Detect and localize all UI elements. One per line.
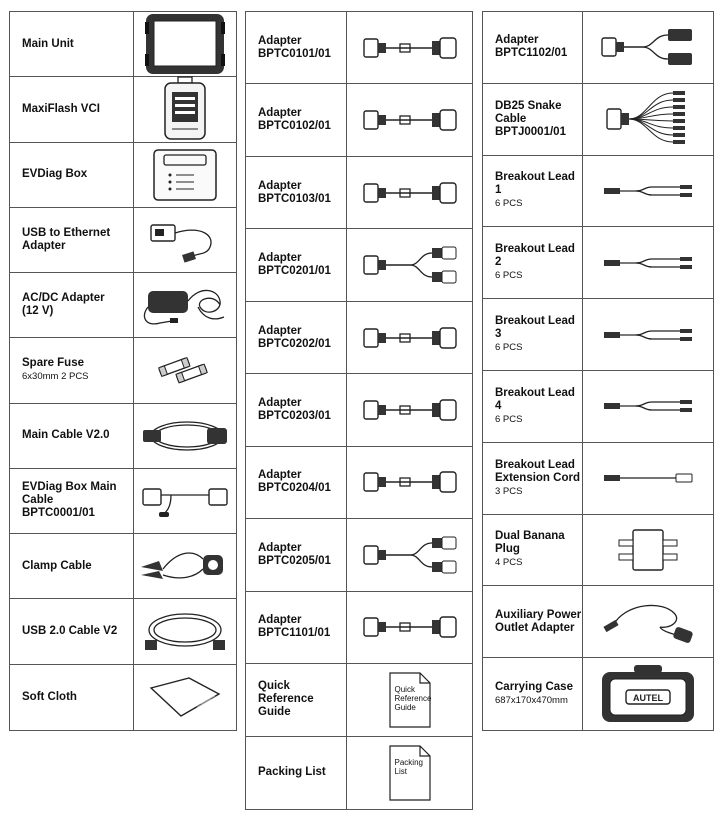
- item-row: [483, 586, 713, 658]
- item-label-cell: [246, 737, 347, 809]
- item-name: Dual Banana Plug: [495, 530, 565, 556]
- usb-cable-icon: [134, 599, 236, 663]
- item-row: [246, 592, 472, 664]
- item-name: Breakout Lead Extension Cord: [495, 458, 580, 484]
- item-name: DB25 Snake Cable BPTJ0001/01: [495, 99, 566, 138]
- evdiag-box-icon: [134, 143, 236, 207]
- item-label-cell: [10, 208, 134, 272]
- item-row: [246, 664, 472, 736]
- item-row: [483, 12, 713, 84]
- item-name: Packing List: [258, 766, 326, 779]
- item-name: Soft Cloth: [22, 690, 77, 703]
- item-label-cell: [10, 338, 134, 402]
- split-adapter-icon: [347, 229, 472, 300]
- item-label-cell: [483, 12, 583, 83]
- item-row: [483, 443, 713, 515]
- tablet-icon: [134, 12, 236, 76]
- breakout-lead-icon: [583, 371, 713, 442]
- item-label-cell: [483, 371, 583, 442]
- item-label-cell: [246, 84, 347, 155]
- item-name: Carrying Case: [495, 681, 573, 694]
- item-quantity: 6 PCS: [495, 342, 523, 354]
- item-name: Quick Reference Guide: [258, 680, 314, 719]
- item-label-cell: [10, 143, 134, 207]
- item-label-cell: [10, 469, 134, 533]
- item-row: [483, 515, 713, 587]
- adapter-cable-icon: [347, 374, 472, 445]
- item-row: [483, 299, 713, 371]
- item-quantity: 6x30mm 2 PCS: [22, 371, 89, 383]
- item-name: AC/DC Adapter (12 V): [22, 292, 105, 318]
- document-cover-text: Packing List: [394, 757, 423, 776]
- item-label-cell: [246, 12, 347, 83]
- item-row: [10, 77, 236, 142]
- document-cover-text: Quick Reference Guide: [394, 684, 432, 712]
- item-quantity: 6 PCS: [495, 413, 523, 425]
- item-quantity: 687x170x470mm: [495, 695, 568, 707]
- item-row: [246, 374, 472, 446]
- power-adapter-icon: [134, 273, 236, 337]
- item-name: Spare Fuse: [22, 357, 84, 370]
- item-name: Auxiliary Power Outlet Adapter: [495, 608, 582, 634]
- item-name: MaxiFlash VCI: [22, 102, 100, 115]
- item-label-cell: [246, 664, 347, 735]
- contents-column-3: [482, 11, 714, 731]
- item-name: Adapter BPTC0203/01: [258, 396, 331, 422]
- power-outlet-adapter-icon: [583, 586, 713, 657]
- item-label-cell: [10, 273, 134, 337]
- breakout-lead-icon: [583, 299, 713, 370]
- item-name: EVDiag Box Main Cable BPTC0001/01: [22, 481, 117, 520]
- adapter-cable-icon: [347, 157, 472, 228]
- item-label-cell: [246, 447, 347, 518]
- item-row: [246, 84, 472, 156]
- item-label-cell: [10, 665, 134, 730]
- vci-device-icon: [134, 77, 236, 141]
- svg-text:AUTEL: AUTEL: [633, 693, 663, 704]
- item-row: [10, 273, 236, 338]
- y-adapter-icon: [583, 12, 713, 83]
- item-label-cell: [10, 12, 134, 76]
- item-row: [10, 338, 236, 403]
- contents-column-1: [9, 11, 237, 731]
- item-label-cell: [10, 534, 134, 598]
- item-quantity: 3 PCS: [495, 485, 523, 497]
- item-label-cell: [246, 157, 347, 228]
- item-label-cell: [483, 299, 583, 370]
- document-icon: [347, 737, 472, 809]
- item-row: [483, 156, 713, 228]
- item-row: [246, 737, 472, 809]
- item-row: [10, 665, 236, 730]
- item-label-cell: [246, 519, 347, 590]
- item-quantity: 4 PCS: [495, 557, 523, 569]
- item-name: Clamp Cable: [22, 559, 92, 572]
- item-name: Adapter BPTC0205/01: [258, 541, 331, 567]
- item-label-cell: [10, 599, 134, 663]
- banana-plug-icon: [583, 515, 713, 586]
- item-row: [246, 157, 472, 229]
- contents-column-2: [245, 11, 473, 810]
- item-label-cell: [246, 592, 347, 663]
- item-row: [246, 519, 472, 591]
- item-name: Adapter BPTC0202/01: [258, 324, 331, 350]
- extension-cord-icon: [583, 443, 713, 514]
- item-row: [10, 599, 236, 664]
- item-name: Adapter BPTC0101/01: [258, 34, 331, 60]
- item-label-cell: [246, 229, 347, 300]
- breakout-lead-icon: [583, 156, 713, 227]
- db-cable-icon: [134, 469, 236, 533]
- item-name: Adapter BPTC1102/01: [495, 34, 568, 60]
- item-label-cell: [483, 586, 583, 657]
- cloth-icon: [134, 665, 236, 730]
- item-name: Adapter BPTC1101/01: [258, 614, 331, 640]
- item-label-cell: [483, 227, 583, 298]
- adapter-cable-icon: [347, 302, 472, 373]
- carrying-case-icon: [583, 658, 713, 730]
- item-label-cell: [483, 84, 583, 155]
- item-row: [10, 143, 236, 208]
- item-label-cell: [10, 77, 134, 141]
- item-name: Breakout Lead 3: [495, 315, 575, 341]
- fuse-icon: [134, 338, 236, 402]
- item-name: USB 2.0 Cable V2: [22, 625, 118, 638]
- item-name: Adapter BPTC0201/01: [258, 252, 331, 278]
- item-label-cell: [246, 374, 347, 445]
- item-row: [483, 84, 713, 156]
- adapter-cable-icon: [347, 447, 472, 518]
- item-row: [483, 227, 713, 299]
- item-row: [483, 658, 713, 730]
- item-label-cell: [483, 443, 583, 514]
- adapter-cable-icon: [347, 592, 472, 663]
- item-name: Main Unit: [22, 37, 74, 50]
- item-row: [10, 12, 236, 77]
- clamp-cable-icon: [134, 534, 236, 598]
- document-icon: [347, 664, 472, 735]
- item-row: [246, 302, 472, 374]
- item-name: Adapter BPTC0103/01: [258, 179, 331, 205]
- main-cable-icon: [134, 404, 236, 468]
- adapter-cable-icon: [347, 12, 472, 83]
- item-label-cell: [246, 302, 347, 373]
- item-row: [10, 404, 236, 469]
- item-label-cell: [483, 658, 583, 730]
- item-row: [10, 534, 236, 599]
- item-row: [10, 469, 236, 534]
- split-adapter-icon: [347, 519, 472, 590]
- item-label-cell: [483, 515, 583, 586]
- item-label-cell: [483, 156, 583, 227]
- breakout-lead-icon: [583, 227, 713, 298]
- item-name: Adapter BPTC0102/01: [258, 107, 331, 133]
- adapter-cable-icon: [347, 84, 472, 155]
- item-row: [483, 371, 713, 443]
- snake-cable-icon: [583, 84, 713, 155]
- item-name: Main Cable V2.0: [22, 429, 110, 442]
- item-name: Breakout Lead 4: [495, 386, 575, 412]
- usb-ethernet-adapter-icon: [134, 208, 236, 272]
- item-name: EVDiag Box: [22, 168, 88, 181]
- item-label-cell: [10, 404, 134, 468]
- item-row: [246, 229, 472, 301]
- item-name: Adapter BPTC0204/01: [258, 469, 331, 495]
- item-quantity: 6 PCS: [495, 198, 523, 210]
- item-row: [246, 12, 472, 84]
- item-row: [246, 447, 472, 519]
- item-name: Breakout Lead 1: [495, 171, 575, 197]
- item-row: [10, 208, 236, 273]
- item-quantity: 6 PCS: [495, 270, 523, 282]
- item-name: Breakout Lead 2: [495, 243, 575, 269]
- item-name: USB to Ethernet Adapter: [22, 226, 111, 252]
